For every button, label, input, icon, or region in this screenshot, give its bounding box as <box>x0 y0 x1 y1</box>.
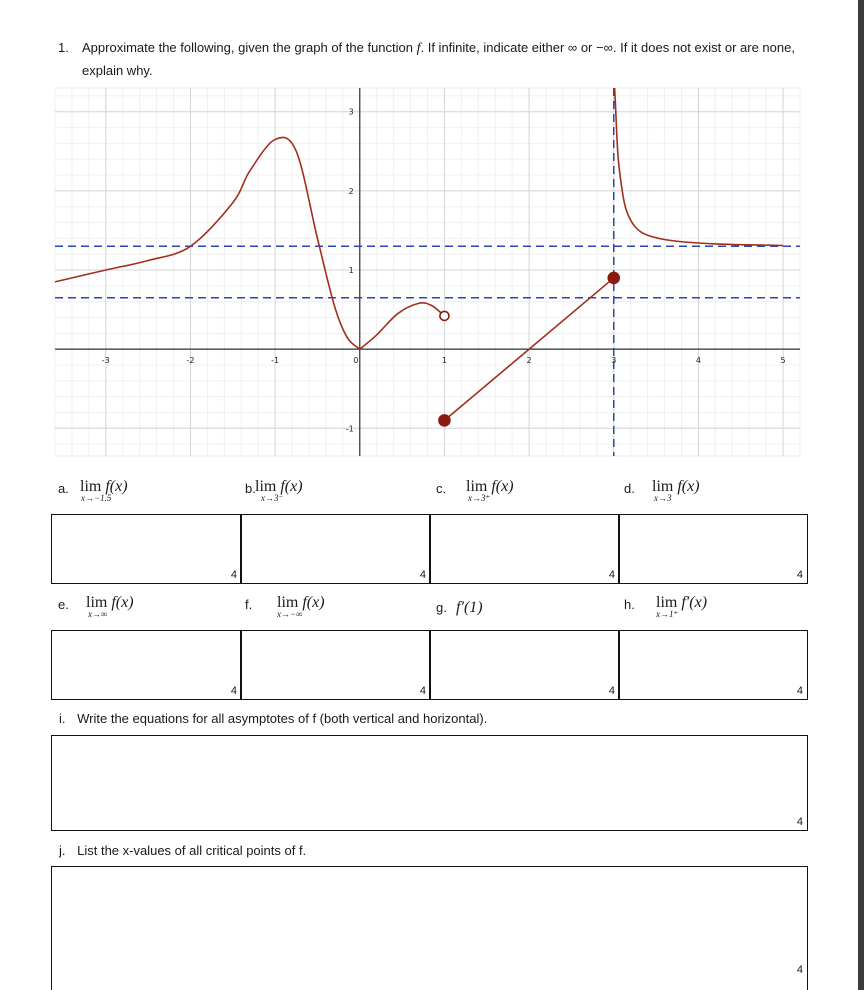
answer-box-g[interactable]: 4 <box>429 630 620 700</box>
question-number: 1. <box>58 40 69 55</box>
y-tick-label: 2 <box>348 186 354 196</box>
y-tick-label: 1 <box>348 266 354 276</box>
function-graph <box>0 0 864 470</box>
x-tick-label: 3 <box>611 356 617 366</box>
answer-box-d[interactable]: 4 <box>618 514 808 584</box>
answer-box-c[interactable]: 4 <box>429 514 620 584</box>
answer-box-i[interactable]: 4 <box>51 735 808 831</box>
answer-box-a[interactable]: 4 <box>51 514 242 584</box>
y-tick-label: -1 <box>345 424 354 434</box>
answer-box-b[interactable]: 4 <box>240 514 431 584</box>
y-tick-label: 3 <box>348 107 354 117</box>
x-tick-label: 5 <box>780 356 786 366</box>
x-tick-label: 0 <box>353 356 359 366</box>
x-tick-label: 1 <box>441 356 447 366</box>
closed-point <box>608 272 619 283</box>
part-i-label: i. Write the equations for all asymptotes of f (both vertical and horizontal). <box>59 711 488 726</box>
closed-point <box>439 415 450 426</box>
x-tick-label: -2 <box>186 356 195 366</box>
open-point <box>440 311 449 320</box>
answer-box-j[interactable]: 4 <box>51 866 808 990</box>
x-tick-label: -1 <box>271 356 280 366</box>
x-tick-label: 2 <box>526 356 532 366</box>
question-text: Approximate the following, given the graph of the function f. If infinite, indicate either ∞ or −∞. If it does not exist or are none, explain why. <box>82 40 795 78</box>
x-tick-label: -3 <box>101 356 110 366</box>
answer-box-e[interactable]: 4 <box>51 630 242 700</box>
answer-box-f[interactable]: 4 <box>240 630 431 700</box>
answer-box-h[interactable]: 4 <box>618 630 808 700</box>
x-tick-label: 4 <box>695 356 701 366</box>
part-j-label: j. List the x-values of all critical points of f. <box>59 843 307 858</box>
